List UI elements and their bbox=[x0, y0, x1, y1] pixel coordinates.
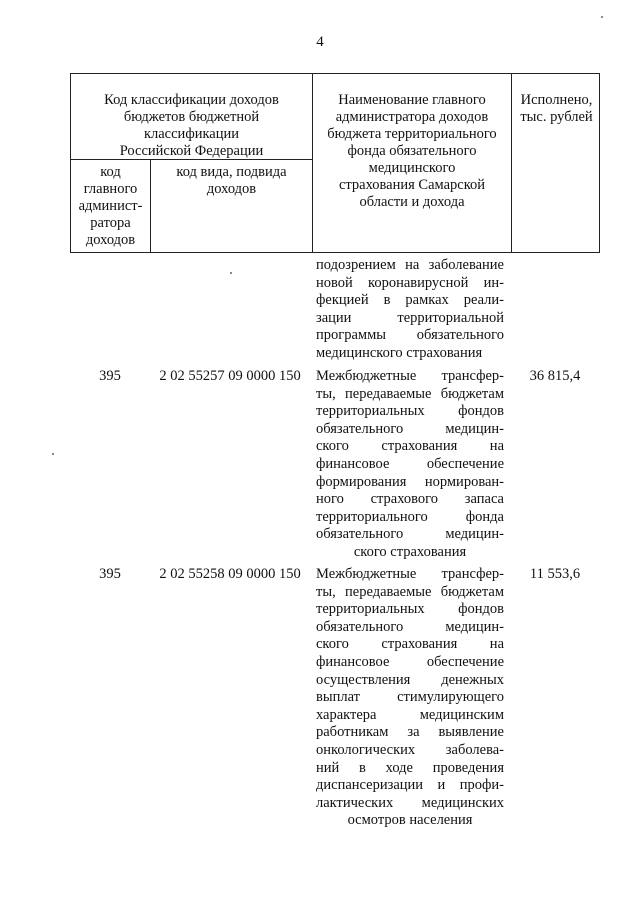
page-number: 4 bbox=[316, 34, 324, 50]
header-col-admin-code: код главного админист- ратора доходов bbox=[78, 164, 143, 248]
header-col-name: Наименование главного администратора доходов бюджета территориального фонда обязательного медицинского страхования Самарской области и дохода bbox=[327, 92, 497, 210]
scan-speck bbox=[601, 16, 603, 18]
scan-speck bbox=[230, 272, 232, 274]
table-row-kind-code: 2 02 55258 09 0000 150 bbox=[159, 566, 301, 582]
table-row-kind-code: 2 02 55257 09 0000 150 bbox=[159, 368, 301, 384]
table-row-amount: 36 815,4 bbox=[529, 368, 581, 384]
continuation-name-text: подозрением на заболевание новой коронавирусной ин- фекцией в рамках реали- зации территориальной программы обязательного медицинского страхования bbox=[316, 257, 504, 361]
table-row-name: Межбюджетные трансфер- ты, передаваемые бюджетам территориальных фондов обязательного медицин- ского страхования на финансовое обеспечение формирования нормирован- ного страхового запаса территориального фонда обязательного медицин- ского страхования bbox=[316, 368, 504, 560]
table-row-admin-code: 395 bbox=[99, 566, 121, 582]
header-col-amount: Исполнено, тыс. рублей bbox=[520, 92, 593, 125]
table-header bbox=[70, 73, 600, 253]
scan-speck bbox=[52, 453, 54, 455]
table-row-name: Межбюджетные трансфер- ты, передаваемые бюджетам территориальных фондов обязательного медицин- ского страхования на финансовое обеспечение осуществления денежных выплат стимулирующего характера медицинским работникам за выявление онкологических заболева- ний в ходе проведения диспансеризации и профи- лактических медицинских осмотров населения bbox=[316, 566, 504, 829]
header-col-kind-code: код вида, подвида доходов bbox=[176, 164, 287, 197]
header-group-title: Код классификации доходов бюджетов бюджетной классификации Российской Федерации bbox=[104, 92, 279, 159]
table-row-admin-code: 395 bbox=[99, 368, 121, 384]
table-row-amount: 11 553,6 bbox=[529, 566, 581, 582]
